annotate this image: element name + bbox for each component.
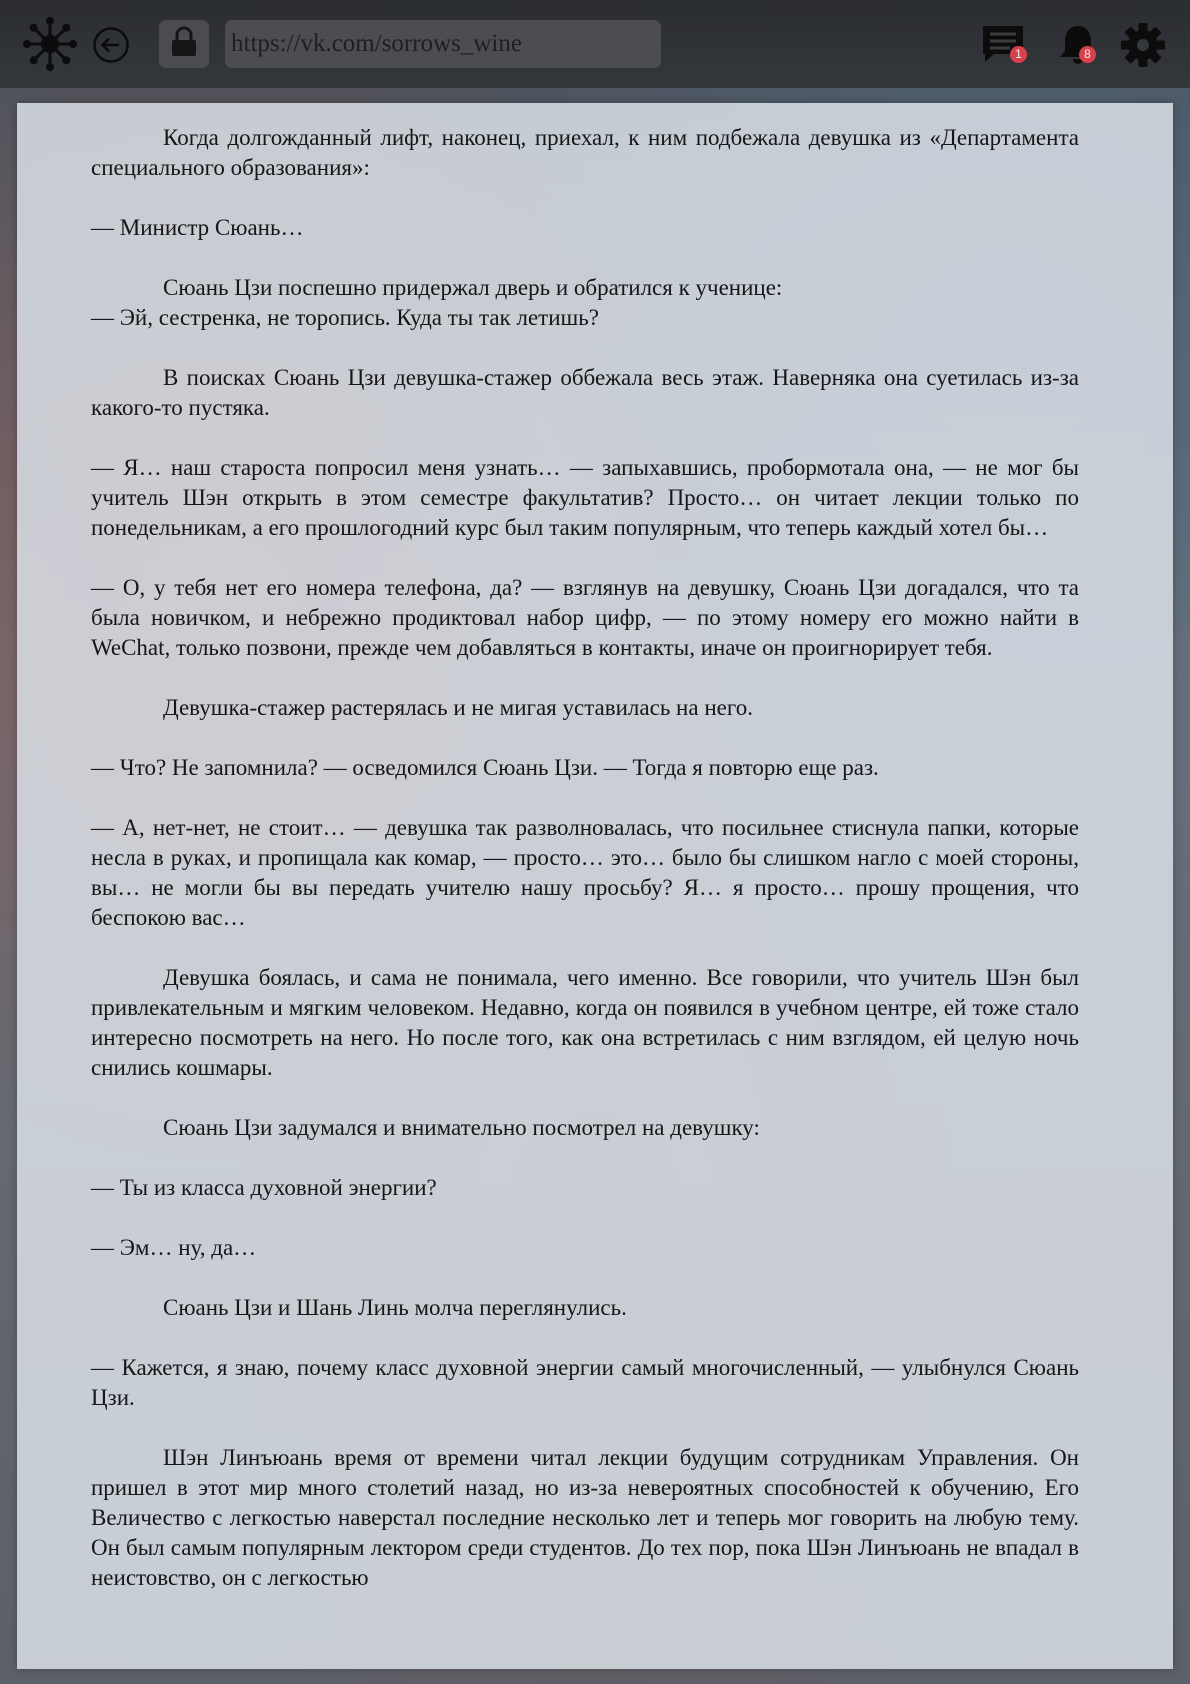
paragraph: Когда долгожданный лифт, наконец, приехал, к ним подбежала девушка из «Департамента специального образования»: [91, 125, 1079, 180]
paragraph: — О, у тебя нет его номера телефона, да? — взглянув на девушку, Сюань Цзи догадался, что та была новичком, и небрежно продиктовал набор цифр, — по этому номеру его можно найти в WeChat, только позвони, прежде чем добавляться в контакты, иначе он проигнорирует тебя. [91, 575, 1079, 660]
messages-button[interactable] [980, 22, 1026, 68]
browser-toolbar [0, 0, 1190, 88]
messages-badge: 1 [1010, 46, 1027, 63]
arrow-left-circle-icon[interactable] [92, 26, 130, 64]
paragraph: — А, нет-нет, не стоит… — девушка так разволновалась, что посильнее стиснула папки, которые несла в руках, и пропищала как комар, — просто… это… было бы слишком нагло с моей стороны, вы… не могли бы вы передать учителю нашу просьбу? Я… я просто… прошу прощения, что беспокою вас… [91, 815, 1079, 930]
paragraph: — Ты из класса духовной энергии? [91, 1175, 437, 1200]
document-page [17, 103, 1173, 1669]
paragraph: — Кажется, я знаю, почему класс духовной энергии самый многочисленный, — улыбнулся Сюань Цзи. [91, 1355, 1079, 1410]
document-text [91, 123, 1079, 1593]
url-input[interactable] [231, 30, 655, 58]
lock-icon [169, 26, 199, 63]
network-hub-icon[interactable] [22, 16, 78, 72]
paragraph: — Эй, сестренка, не торопись. Куда ты так летишь? [91, 305, 599, 330]
notifications-button[interactable] [1055, 22, 1101, 68]
paragraph: В поисках Сюань Цзи девушка-стажер оббежала весь этаж. Наверняка она суетилась из-за какого-то пустяка. [91, 365, 1079, 420]
paragraph: Девушка-стажер растерялась и не мигая уставилась на него. [163, 695, 753, 720]
paragraph: Сюань Цзи поспешно придержал дверь и обратился к ученице: [163, 275, 783, 300]
gear-icon[interactable] [1120, 22, 1166, 68]
paragraph: — Министр Сюань… [91, 215, 304, 240]
paragraph: Шэн Линъюань время от времени читал лекции будущим сотрудникам Управления. Он пришел в этот мир много столетий назад, но из-за невероятных способностей к обучению, Его Величество с легкостью наверстал последние несколько лет и теперь мог говорить на любую тему. Он был самым популярным лектором среди студентов. До тех пор, пока Шэн Линъюань не впадал в неистовство, он с легкостью [91, 1445, 1079, 1590]
lock-button[interactable] [159, 20, 209, 68]
paragraph: — Что? Не запомнила? — осведомился Сюань Цзи. — Тогда я повторю еще раз. [91, 755, 879, 780]
paragraph: Сюань Цзи задумался и внимательно посмотрел на девушку: [163, 1115, 760, 1140]
paragraph: Девушка боялась, и сама не понимала, чего именно. Все говорили, что учитель Шэн был привлекательным и мягким человеком. Недавно, когда он появился в учебном центре, ей тоже стало интересно посмотреть на него. Но после того, как она встретилась с ним взглядом, ей целую ночь снились кошмары. [91, 965, 1079, 1080]
paragraph: — Я… наш староста попросил меня узнать… — запыхавшись, пробормотала она, — не мог бы учитель Шэн открыть в этом семестре факультатив? Просто… он читает лекции только по понедельникам, а его прошлогодний курс был таким популярным, что теперь каждый хотел бы… [91, 455, 1079, 540]
notifications-badge: 8 [1079, 46, 1096, 63]
address-bar[interactable] [225, 20, 661, 68]
paragraph: — Эм… ну, да… [91, 1235, 257, 1260]
paragraph: Сюань Цзи и Шань Линь молча переглянулись. [163, 1295, 627, 1320]
